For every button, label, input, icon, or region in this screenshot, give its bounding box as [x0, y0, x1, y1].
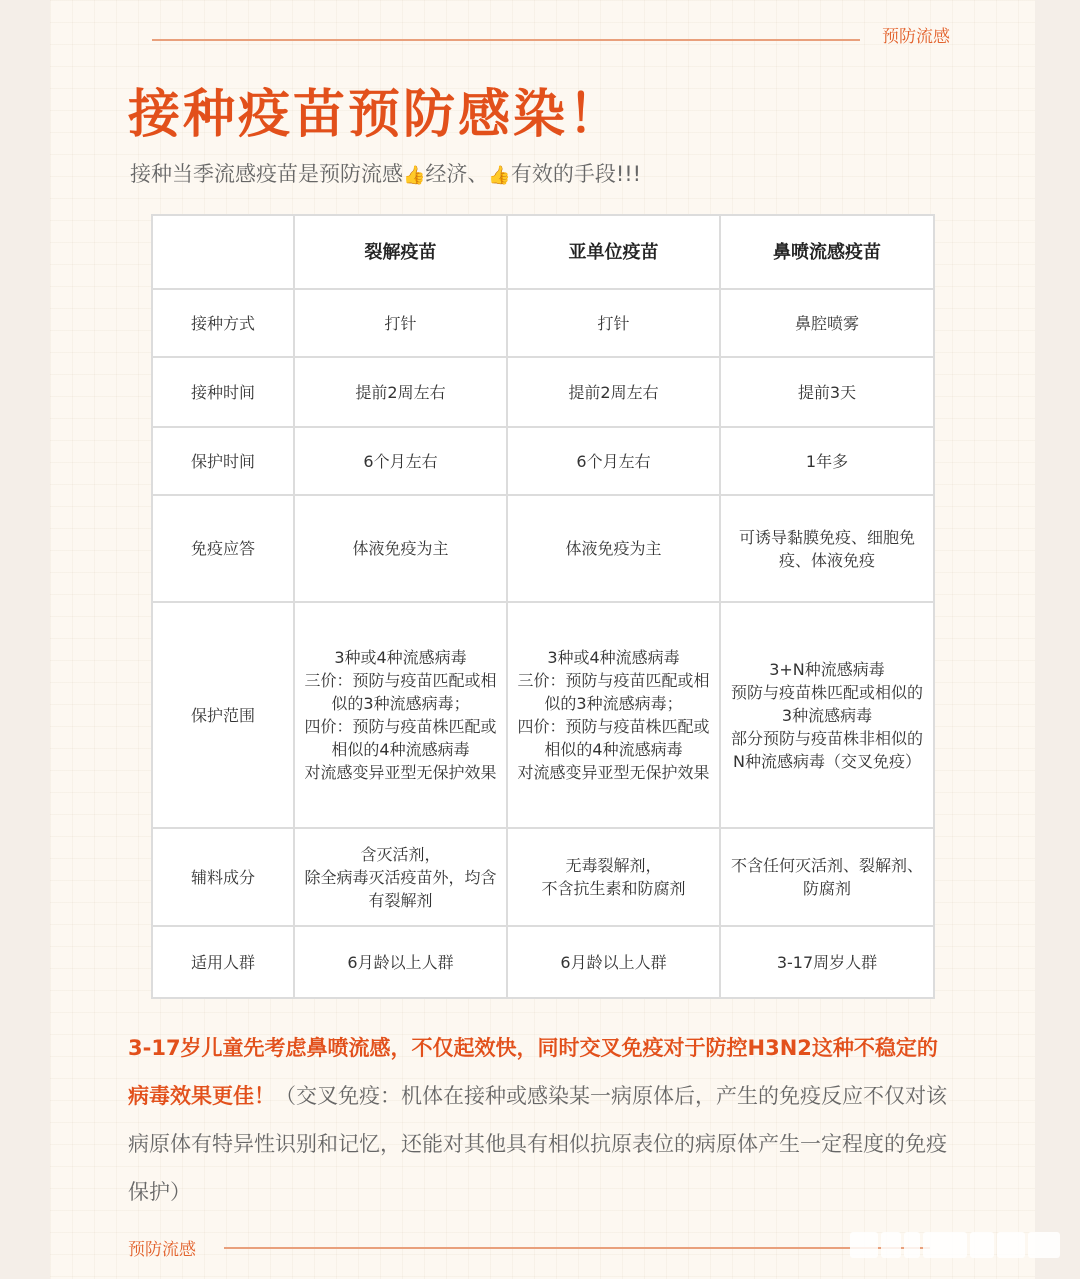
- table-header-cell: 裂解疫苗: [294, 215, 507, 289]
- table-row: [152, 289, 934, 357]
- table-cell: 无毒裂解剂， 不含抗生素和防腐剂: [507, 828, 720, 926]
- table-row: [152, 926, 934, 998]
- note-body: （交叉免疫：机体在接种或感染某一病原体后，产生的免疫反应不仅对该病原体有特异性识别和记忆，还能对其他具有相似抗原表位的病原体产生一定程度的免疫保护）: [128, 1084, 947, 1204]
- table-cell: 3-17周岁人群: [720, 926, 934, 998]
- top-divider: [152, 39, 860, 41]
- bottom-divider: [224, 1247, 930, 1249]
- subtitle-part1: 接种当季流感疫苗是预防流感: [130, 162, 403, 186]
- table-cell: 不含任何灭活剂、裂解剂、防腐剂: [720, 828, 934, 926]
- row-label: 接种方式: [152, 289, 294, 357]
- header-tag: 预防流感: [882, 27, 950, 47]
- row-label: 免疫应答: [152, 495, 294, 602]
- table-cell: 体液免疫为主: [294, 495, 507, 602]
- table-header-cell: 鼻喷流感疫苗: [720, 215, 934, 289]
- recommendation-note: [128, 1024, 958, 1216]
- table-cell: 6个月左右: [294, 427, 507, 495]
- table-cell: 提前2周左右: [507, 357, 720, 427]
- table-row: [152, 602, 934, 828]
- table-cell: 1年多: [720, 427, 934, 495]
- thumbs-up-icon: 👍: [488, 165, 511, 186]
- row-label: 保护时间: [152, 427, 294, 495]
- row-label: 适用人群: [152, 926, 294, 998]
- table-cell: 含灭活剂， 除全病毒灭活疫苗外，均含有裂解剂: [294, 828, 507, 926]
- table-header-row: [152, 215, 934, 289]
- table-cell: 3种或4种流感病毒 三价：预防与疫苗匹配或相似的3种流感病毒； 四价：预防与疫苗株匹配或相似的4种流感病毒 对流感变异亚型无保护效果: [294, 602, 507, 828]
- table-cell: 鼻腔喷雾: [720, 289, 934, 357]
- table-cell: 体液免疫为主: [507, 495, 720, 602]
- table-cell: 6月龄以上人群: [294, 926, 507, 998]
- table-row: [152, 357, 934, 427]
- watermark: [850, 1232, 1080, 1262]
- table-cell: 6月龄以上人群: [507, 926, 720, 998]
- table-cell: 打针: [507, 289, 720, 357]
- table-header-cell: [152, 215, 294, 289]
- table-cell: 6个月左右: [507, 427, 720, 495]
- table-row: [152, 495, 934, 602]
- subtitle-part3: 有效的手段!!!: [510, 162, 642, 186]
- subtitle: [130, 158, 641, 188]
- table-cell: 提前2周左右: [294, 357, 507, 427]
- table-cell: 3种或4种流感病毒 三价：预防与疫苗匹配或相似的3种流感病毒； 四价：预防与疫苗株匹配或相似的4种流感病毒 对流感变异亚型无保护效果: [507, 602, 720, 828]
- footer-tag: 预防流感: [128, 1240, 196, 1260]
- table-cell: 3+N种流感病毒 预防与疫苗株匹配或相似的3种流感病毒 部分预防与疫苗株非相似的N种流感病毒（交叉免疫）: [720, 602, 934, 828]
- table-row: [152, 427, 934, 495]
- row-label: 辅料成分: [152, 828, 294, 926]
- row-label: 接种时间: [152, 357, 294, 427]
- thumbs-up-icon: 👍: [403, 165, 426, 186]
- table-header-cell: 亚单位疫苗: [507, 215, 720, 289]
- note-highlight: 3-17岁儿童先考虑鼻喷流感，不仅起效快，同时交叉免疫对于防控H3N2这种不稳定的病毒效果更佳！: [128, 1036, 938, 1108]
- table-cell: 提前3天: [720, 357, 934, 427]
- table-cell: 打针: [294, 289, 507, 357]
- subtitle-part2: 经济、: [425, 162, 489, 186]
- vaccine-comparison-table: [151, 214, 935, 999]
- table-cell: 可诱导黏膜免疫、细胞免疫、体液免疫: [720, 495, 934, 602]
- row-label: 保护范围: [152, 602, 294, 828]
- page-title: 接种疫苗预防感染！: [128, 85, 624, 145]
- table-row: [152, 828, 934, 926]
